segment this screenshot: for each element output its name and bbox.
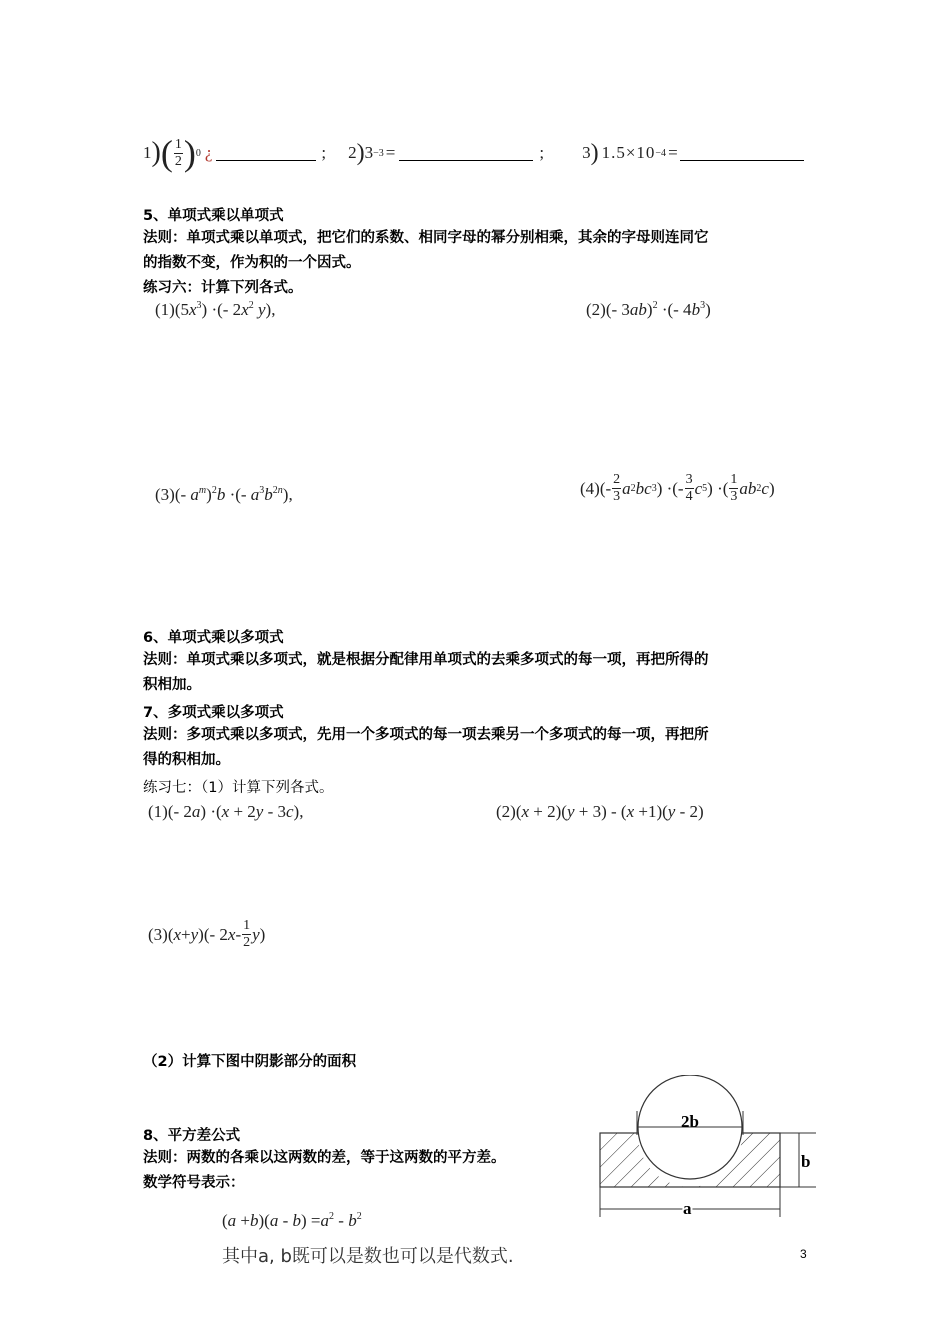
shaded-area-figure bbox=[590, 1075, 830, 1225]
problem-7-2: (2)(x + 2)(y + 3) - (x +1)(y - 2) bbox=[496, 802, 704, 821]
item-3-exponent: −4 bbox=[655, 147, 667, 159]
separator: ; bbox=[539, 143, 545, 162]
separator: ; bbox=[321, 143, 327, 162]
equals: = bbox=[385, 143, 396, 162]
section-8-rule: 法则：两数的各乘以这两数的差，等于这两数的平方差。 bbox=[143, 1150, 506, 1166]
problem-6-1: $(1)(5x^3)$ ·(- $2x^2$ y), bbox=[155, 300, 276, 319]
page-number: 3 bbox=[800, 1247, 807, 1261]
problem-6-4: (4)(- $\frac{2}{3}$ a 2 bc 3 ) ·(- $\frac{3}{4}$ c 5 ) ·( $\frac{1}{3}$ ab 2 c ) bbox=[580, 472, 775, 504]
item-2-base: 3 bbox=[364, 143, 374, 162]
difference-of-squares-formula: $(a +b)(a - b) =a^2 - b^2$ bbox=[222, 1211, 362, 1230]
section-7-rule-1: 法则：多项式乘以多项式，先用一个多项式的每一项去乘另一个多项式的每一项，再把所 bbox=[143, 727, 709, 743]
section-8-title: 8、平方差公式 bbox=[143, 1128, 241, 1144]
item-2-exponent: −3 bbox=[373, 147, 384, 159]
answer-blank-2[interactable] bbox=[399, 146, 533, 161]
equals: = bbox=[668, 143, 678, 162]
section-6-title: 6、单项式乘以多项式 bbox=[143, 630, 284, 646]
section-5-rule-1: 法则：单项式乘以单项式，把它们的系数、相同字母的幂分别相乘，其余的字母则连同它 bbox=[143, 230, 709, 246]
label-b: b bbox=[801, 1152, 811, 1171]
fraction-one-half: $\frac{1}{2}$ bbox=[174, 136, 182, 169]
label-a: a bbox=[683, 1199, 692, 1218]
exercise-7-title: 练习七：（1）计算下列各式。 bbox=[143, 780, 334, 796]
answer-blank-1[interactable] bbox=[216, 146, 316, 161]
section-7-rule-2: 得的积相加。 bbox=[143, 752, 230, 768]
exercise-row-1: 1 ) ( $\frac{1}{2}$ ) 0 ¿ ; 2 ) 3 −3 = ; 3 ) 1.5×10 −4 = bbox=[143, 128, 804, 178]
section-5-rule-2: 的指数不变，作为积的一个因式。 bbox=[143, 255, 361, 271]
section-6-rule-2: 积相加。 bbox=[143, 677, 201, 693]
item-3-expr: 1.5×10 bbox=[601, 143, 656, 162]
problem-6-2: (2)(- 3ab)$^2$ ·(- $4b^3$) bbox=[586, 300, 711, 319]
section-5-title: 5、单项式乘以单项式 bbox=[143, 208, 284, 224]
label-2b: 2b bbox=[681, 1112, 699, 1131]
section-7-title: 7、多项式乘以多项式 bbox=[143, 705, 284, 721]
answer-blank-3[interactable] bbox=[680, 146, 804, 161]
problem-6-3: (3)(- $a^m)^2b$ ·(- $a^3b^{2n}$), bbox=[155, 485, 293, 504]
problem-7-3: (3)( x + y )(- 2 x - $\frac{1}{2}$ y ) bbox=[148, 918, 266, 950]
section-8-symbol-label: 数学符号表示： bbox=[143, 1175, 245, 1191]
item-2-label: 2 bbox=[348, 143, 357, 162]
problem-7-1: (1)(- 2a) ·(x + 2y - 3c), bbox=[148, 802, 304, 821]
exercise-7-part-2: （2）计算下图中阴影部分的面积 bbox=[143, 1054, 357, 1070]
item-3-label: 3 bbox=[582, 143, 591, 162]
item-1-label: 1 bbox=[143, 143, 152, 162]
exercise-6-title: 练习六：计算下列各式。 bbox=[143, 280, 303, 296]
formula-note: 其中a, b既可以是数也可以是代数式. bbox=[222, 1246, 514, 1267]
section-6-rule-1: 法则：单项式乘以多项式，就是根据分配律用单项式的去乘多项式的每一项，再把所得的 bbox=[143, 652, 709, 668]
stray-char: ¿ bbox=[204, 143, 213, 162]
